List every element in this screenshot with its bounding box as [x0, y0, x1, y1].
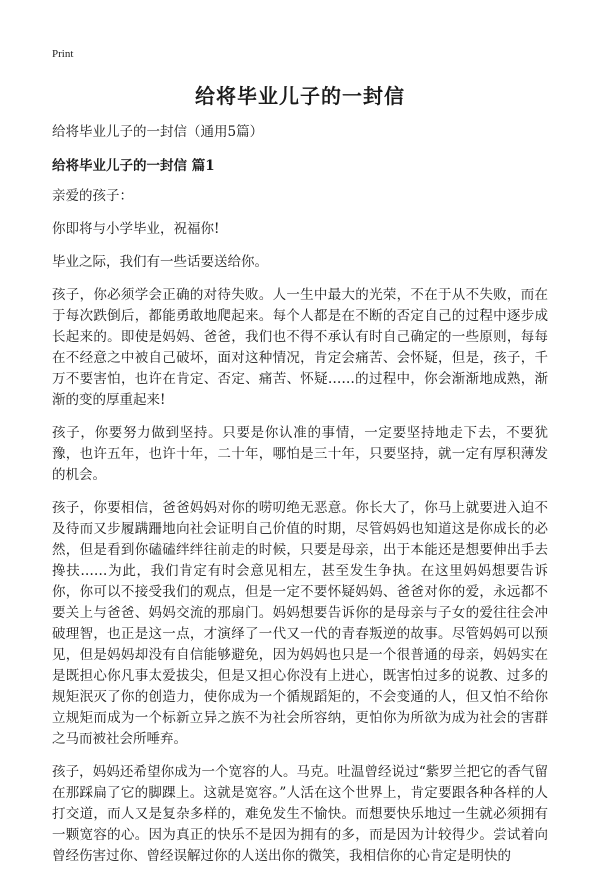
paragraph: 孩子，你要努力做到坚持。只要是你认准的事情，一定要坚持地走下去，不要犹豫，也许五年，也许十年，二十年，哪怕是三十年，只要坚持，就一定有厚积薄发的机会。 [52, 425, 548, 483]
document-body [52, 120, 548, 879]
paragraph: 孩子，妈妈还希望你成为一个宽容的人。马克。吐温曾经说过“紫罗兰把它的香气留在那踩扁了它的脚踝上。这就是宽容。”人活在这个世界上，肯定要跟各种各样的人打交道，而人又是复杂多样的，难免发生不愉快。而想要快乐地过一生就必须拥有一颗宽容的心。因为真正的快乐不是因为拥有的多，而是因为计较得少。尝试着向曾经伤害过你、曾经误解过你的人送出你的微笑，我相信你的心肯定是明快的 [52, 764, 548, 864]
paragraph: 孩子，你要相信，爸爸妈妈对你的唠叨绝无恶意。你长大了，你马上就要进入迫不及待而又步履蹒跚地向社会证明自己价值的时期，尽管妈妈也知道这是你成长的必然，但是看到你磕磕绊绊往前走的时候，只要是母亲，出于本能还是想要伸出手去搀扶……为此，我们肯定有时会意见相左，甚至发生争执。在这里妈妈想要告诉你，你可以不接受我们的观点，但是一定不要怀疑妈妈、爸爸对你的爱，永远都不要关上与爸爸、妈妈交流的那扇门。妈妈想要告诉你的是母亲与子女的爱往往会冲破理智，也正是这一点，才演绎了一代又一代的青春叛逆的故事。尽管妈妈可以预见，但是妈妈却没有自信能够避免，因为妈妈也只是一个很普通的母亲，妈妈实在是既担心你凡事太爱拔尖，但是又担心你没有上进心，既害怕过多的说教、过多的规矩泯灭了你的创造力，使你成为一个循规蹈矩的，不会变通的人，但又怕不给你立规矩而成为一个标新立异之族不为社会所容纳，更怕你为所欲为成为社会的害群之马而被社会所唾弃。 [52, 500, 548, 747]
document-subtitle: 给将毕业儿子的一封信（通用5篇） [52, 124, 264, 140]
page-title: 给将毕业儿子的一封信 [195, 84, 405, 108]
paragraph: 毕业之际，我们有一些话要送给你。 [52, 254, 268, 270]
paragraph-greeting: 亲爱的孩子： [52, 188, 133, 204]
paragraph: 你即将与小学毕业，祝福你! [52, 221, 220, 237]
print-label[interactable]: Print [52, 48, 74, 60]
section-heading: 给将毕业儿子的一封信 篇1 [52, 158, 215, 174]
paragraph: 孩子，你必须学会正确的对待失败。人一生中最大的光荣，不在于从不失败，而在于每次跌倒后，都能勇敢地爬起来。每个人都是在不断的否定自己的过程中逐步成长起来的。即使是妈妈、爸爸，我们也不得不承认有时自己确定的一些原则，每每在不经意之中被自己破坏，面对这种情况，肯定会痛苦、会怀疑，但是，孩子，千万不要害怕，也许在肯定、否定、痛苦、怀疑……的过程中，你会渐渐地成熟，渐渐的变的厚重起来! [52, 287, 548, 408]
